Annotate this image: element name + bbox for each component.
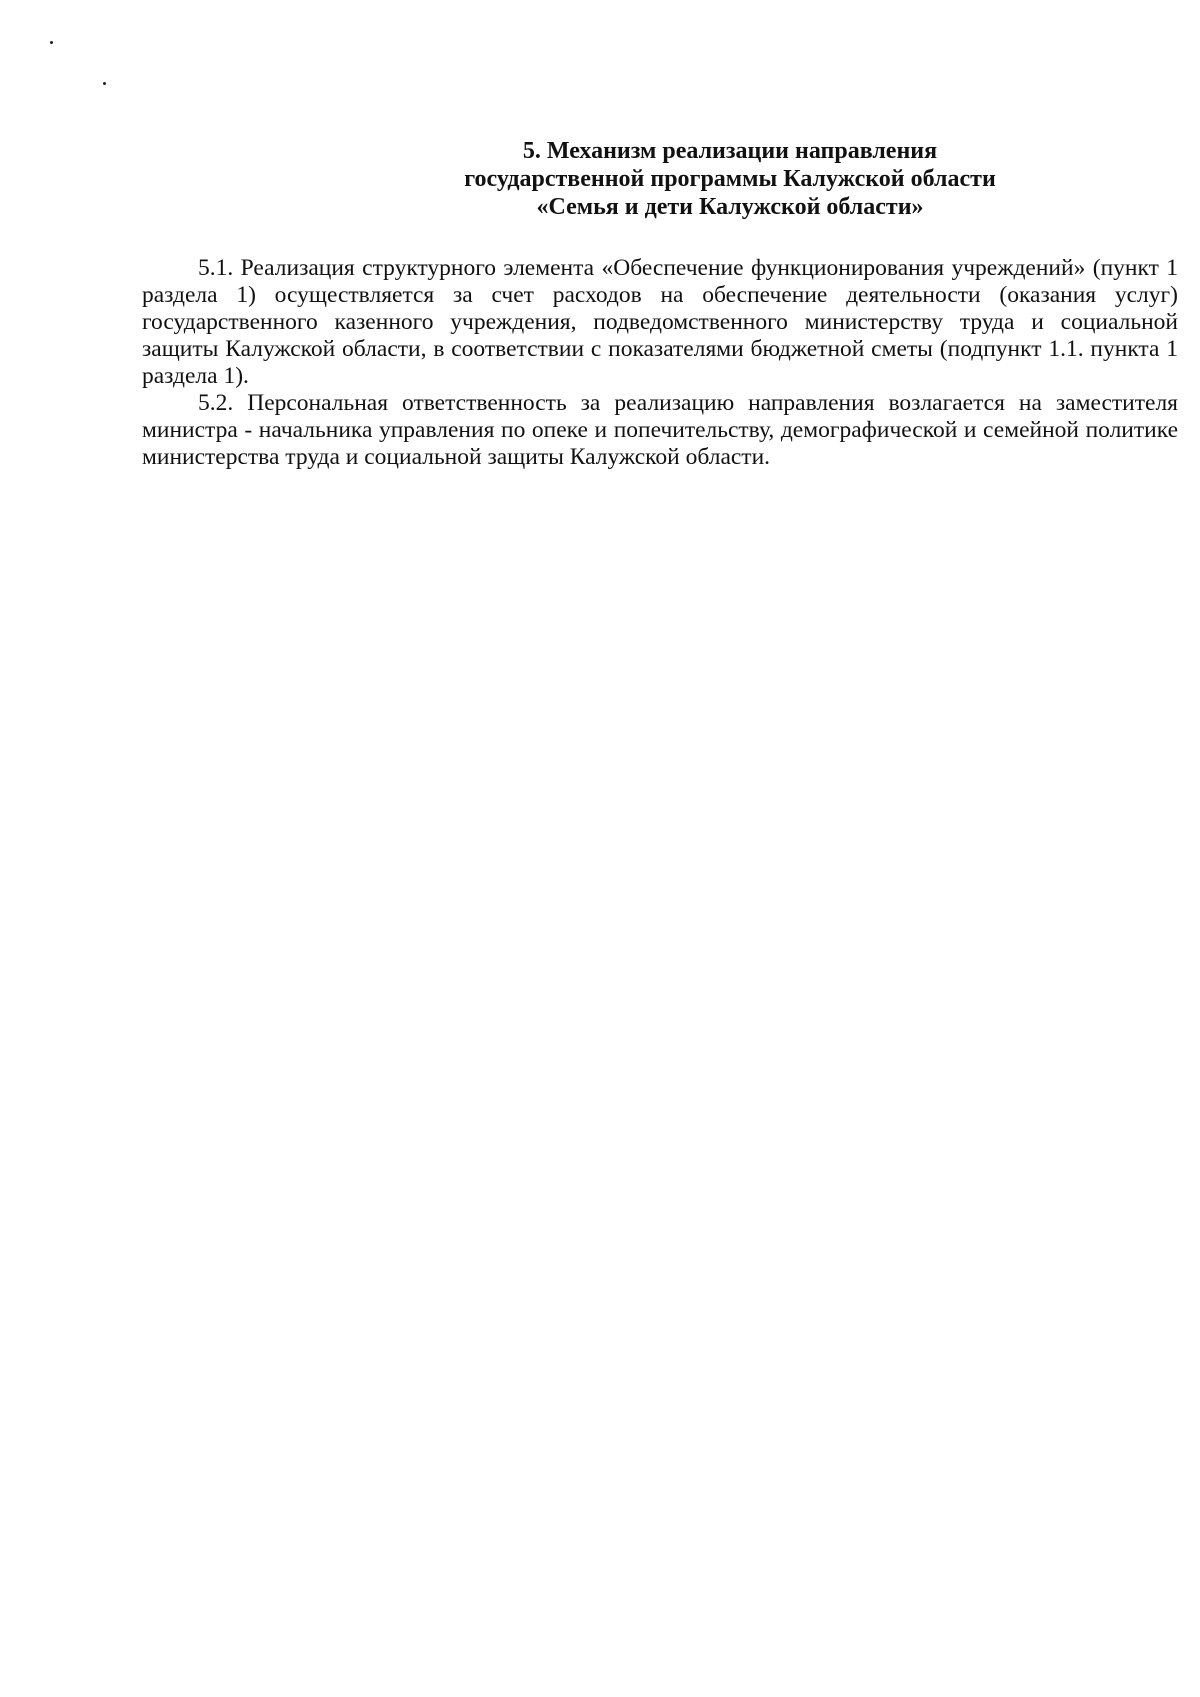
section-body [142,255,1178,471]
heading-line-2: государственной программы Калужской области [464,166,996,192]
scan-speck [103,82,106,85]
scan-speck [50,41,53,44]
heading-line-3: «Семья и дети Калужской области» [536,194,924,220]
paragraph-5-2: 5.2. Персональная ответственность за реализацию направления возлагается на заместителя министра - начальника управления по опеке и попечительству, демографической и семейной политике министерства труда и социальной защиты Калужской области. [142,390,1178,470]
section-heading [420,137,1040,221]
paragraph-5-1: 5.1. Реализация структурного элемента «Обеспечение функционирования учреждений» (пункт 1 раздела 1) осуществляется за счет расходов на обеспечение деятельности (оказания услуг) государственного казенного учреждения, подведомственного министерству труда и социальной защиты Калужской области, в соответствии с показателями бюджетной сметы (подпункт 1.1. пункта 1 раздела 1). [142,255,1178,389]
heading-line-1: 5. Механизм реализации направления [522,138,938,164]
